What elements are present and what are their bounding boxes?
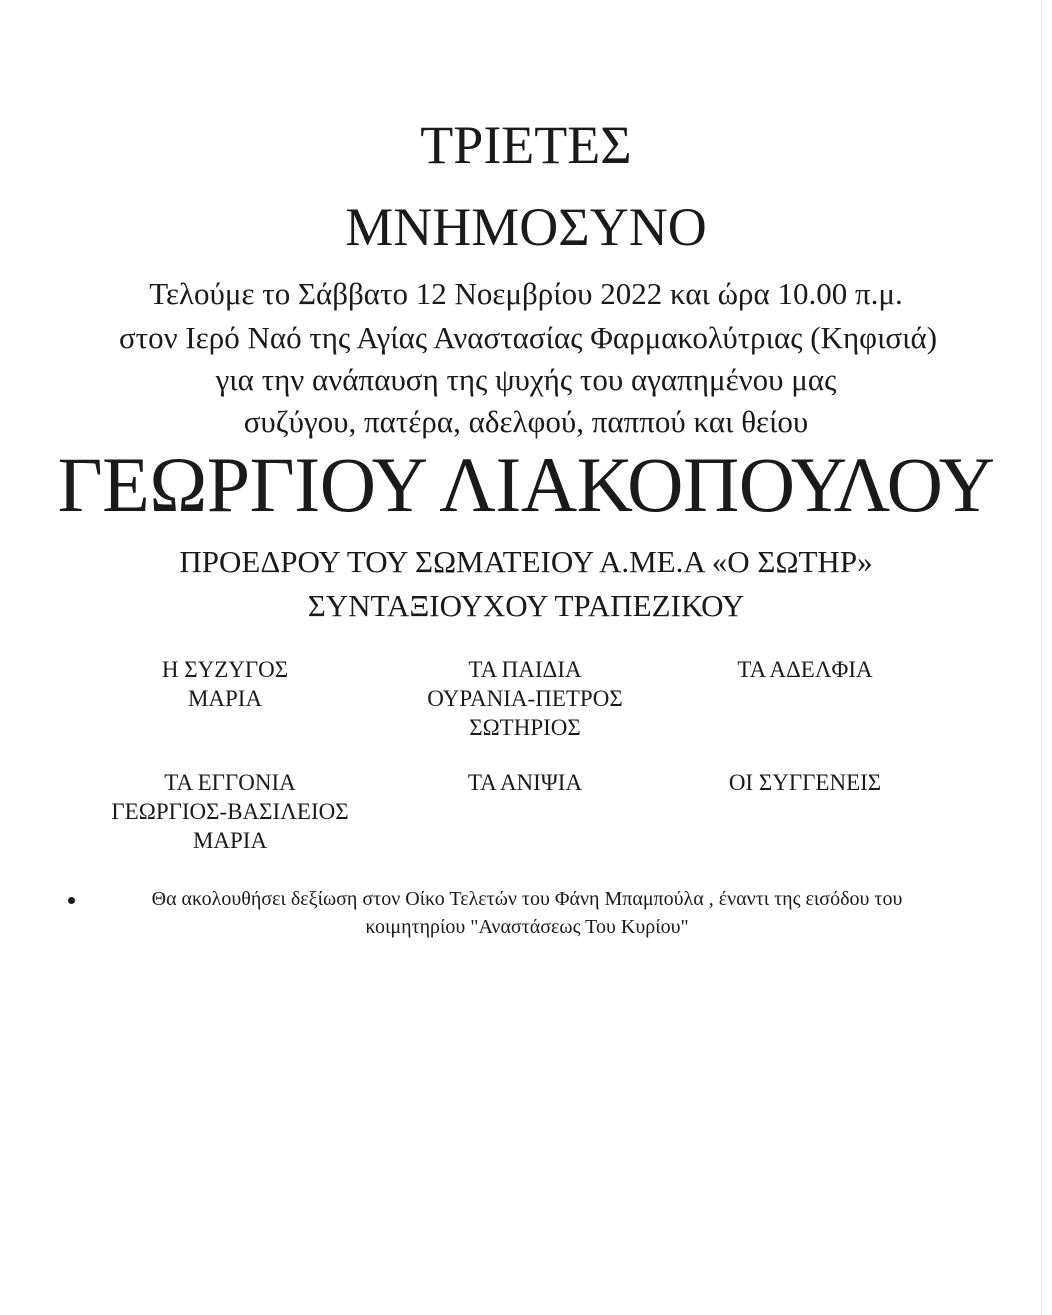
reception-note-line-2: κοιμητηρίου "Αναστάσεως Του Κυρίου" <box>365 916 689 938</box>
family-grandchildren-name-1: ΓΕΩΡΓΙΟΣ-ΒΑΣΙΛΕΙΟΣ <box>111 799 349 824</box>
family-grandchildren-label: ΤΑ ΕΓΓΟΝΙΑ <box>164 770 296 795</box>
family-relatives <box>690 768 920 797</box>
family-children-label: ΤΑ ΠΑΙΔΙΑ <box>468 657 582 682</box>
family-nephews <box>410 768 640 797</box>
announcement-line-3: για την ανάπαυση της ψυχής του αγαπημένου μας <box>215 362 837 397</box>
deceased-role-1: ΠΡΟΕΔΡΟΥ ΤΟΥ ΣΩΜΑΤΕΙΟΥ Α.ΜΕ.Α «Ο ΣΩΤΗΡ» <box>179 544 873 579</box>
bullet-icon <box>68 897 75 904</box>
family-siblings <box>690 655 920 684</box>
heading-line-1: ΤΡΙΕΤΕΣ <box>420 115 632 175</box>
family-spouse-label: Η ΣΥΖΥΓΟΣ <box>161 657 289 682</box>
announcement-line-1: Τελούμε το Σάββατο 12 Νοεμβρίου 2022 και ώρα 10.00 π.μ. <box>149 276 903 311</box>
page-edge-line <box>1041 0 1042 1315</box>
announcement-line-2: στον Ιερό Ναό της Αγίας Αναστασίας Φαρμακολύτριας (Κηφισιά) <box>118 320 938 355</box>
family-grandchildren-name-2: ΜΑΡΙΑ <box>192 828 268 853</box>
announcement-line-4: συζύγου, πατέρα, αδελφού, παππού και θείου <box>243 404 809 439</box>
family-children-name-2: ΣΩΤΗΡΙΟΣ <box>469 715 581 740</box>
family-spouse-name: ΜΑΡΙΑ <box>187 686 263 711</box>
family-relatives-label: ΟΙ ΣΥΓΓΕΝΕΙΣ <box>728 770 882 795</box>
deceased-name: ΓΕΩΡΓΙΟΥ ΛΙΑΚΟΠΟΥΛΟΥ <box>57 441 995 528</box>
family-siblings-label: ΤΑ ΑΔΕΛΦΙΑ <box>737 657 873 682</box>
family-children <box>410 655 640 742</box>
reception-note-line-1: Θα ακολουθήσει δεξίωση στον Οίκο Τελετών του Φάνη Μπαμπούλα , έναντι της εισόδου του <box>151 888 903 910</box>
family-children-name-1: ΟΥΡΑΝΙΑ-ΠΕΤΡΟΣ <box>427 686 623 711</box>
deceased-role-2: ΣΥΝΤΑΞΙΟΥΧΟΥ ΤΡΑΠΕΖΙΚΟΥ <box>307 588 745 623</box>
family-nephews-label: ΤΑ ΑΝΙΨΙΑ <box>467 770 583 795</box>
reception-note <box>52 885 1002 941</box>
heading-line-2: ΜΝΗΜΟΣΥΝΟ <box>345 197 707 257</box>
family-spouse <box>110 655 340 713</box>
family-grandchildren <box>105 768 355 855</box>
